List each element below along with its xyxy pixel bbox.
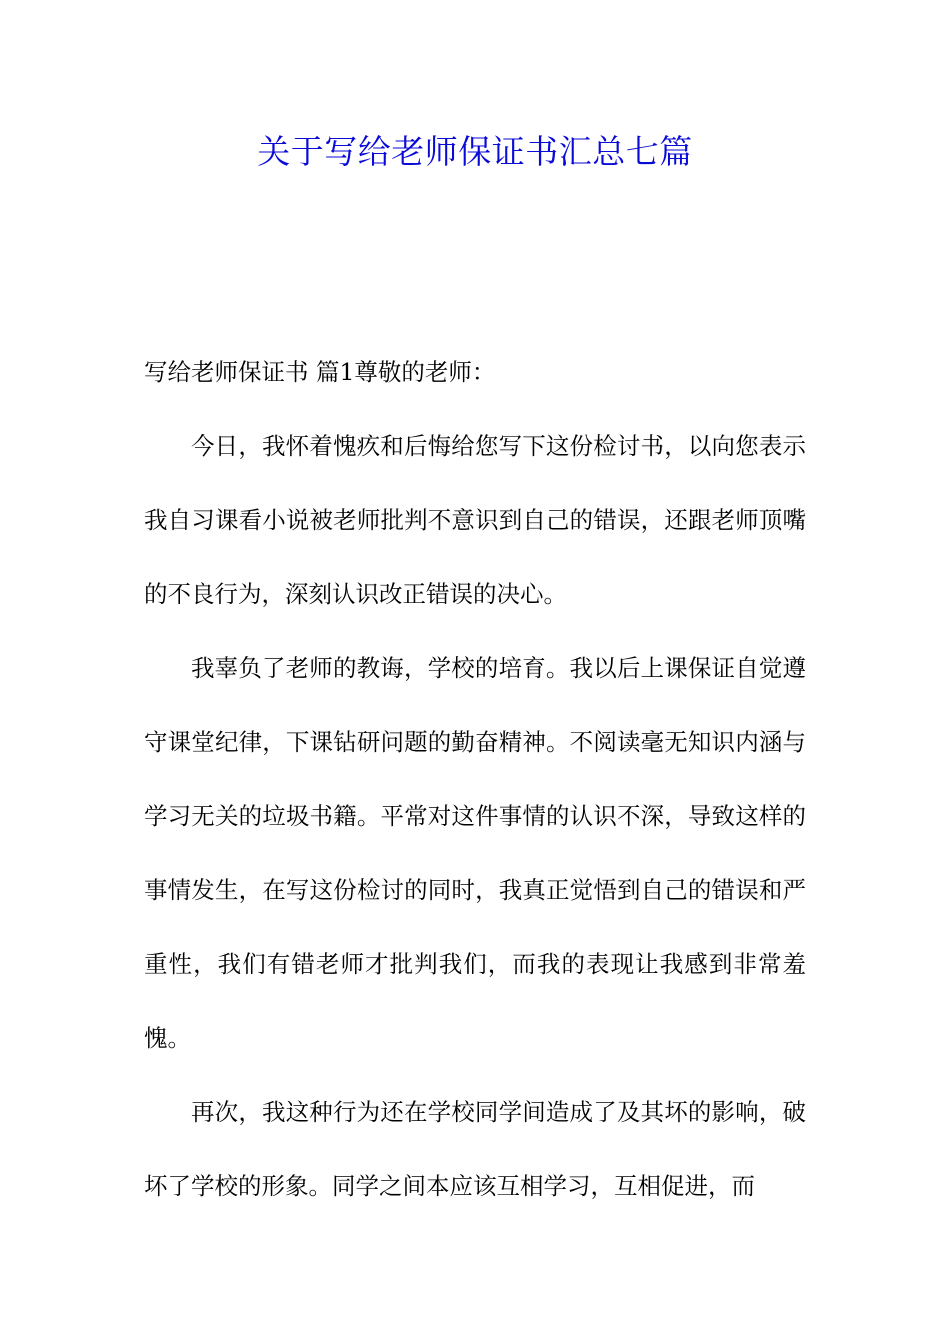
salutation-paragraph: 写给老师保证书 篇1尊敬的老师： bbox=[144, 358, 496, 386]
document-body bbox=[144, 335, 806, 1223]
body-paragraph-2: 我辜负了老师的教诲，学校的培育。我以后上课保证自觉遵守课堂纪律，下课钻研问题的勤奋精神。不阅读毫无知识内涵与学习无关的垃圾书籍。平常对这件事情的认识不深，导致这样的事情发生，在写这份检讨的同时，我真正觉悟到自己的错误和严重性，我们有错老师才批判我们，而我的表现让我感到非常羞愧。 bbox=[144, 654, 806, 1052]
body-paragraph-3: 再次，我这种行为还在学校同学间造成了及其坏的影响，破坏了学校的形象。同学之间本应该互相学习，互相促进，而 bbox=[144, 1098, 806, 1200]
document-title: 关于写给老师保证书汇总七篇 bbox=[257, 132, 693, 171]
body-paragraph-1: 今日，我怀着愧疚和后悔给您写下这份检讨书，以向您表示我自习课看小说被老师批判不意识到自己的错误，还跟老师顶嘴的不良行为，深刻认识改正错误的决心。 bbox=[144, 432, 806, 608]
